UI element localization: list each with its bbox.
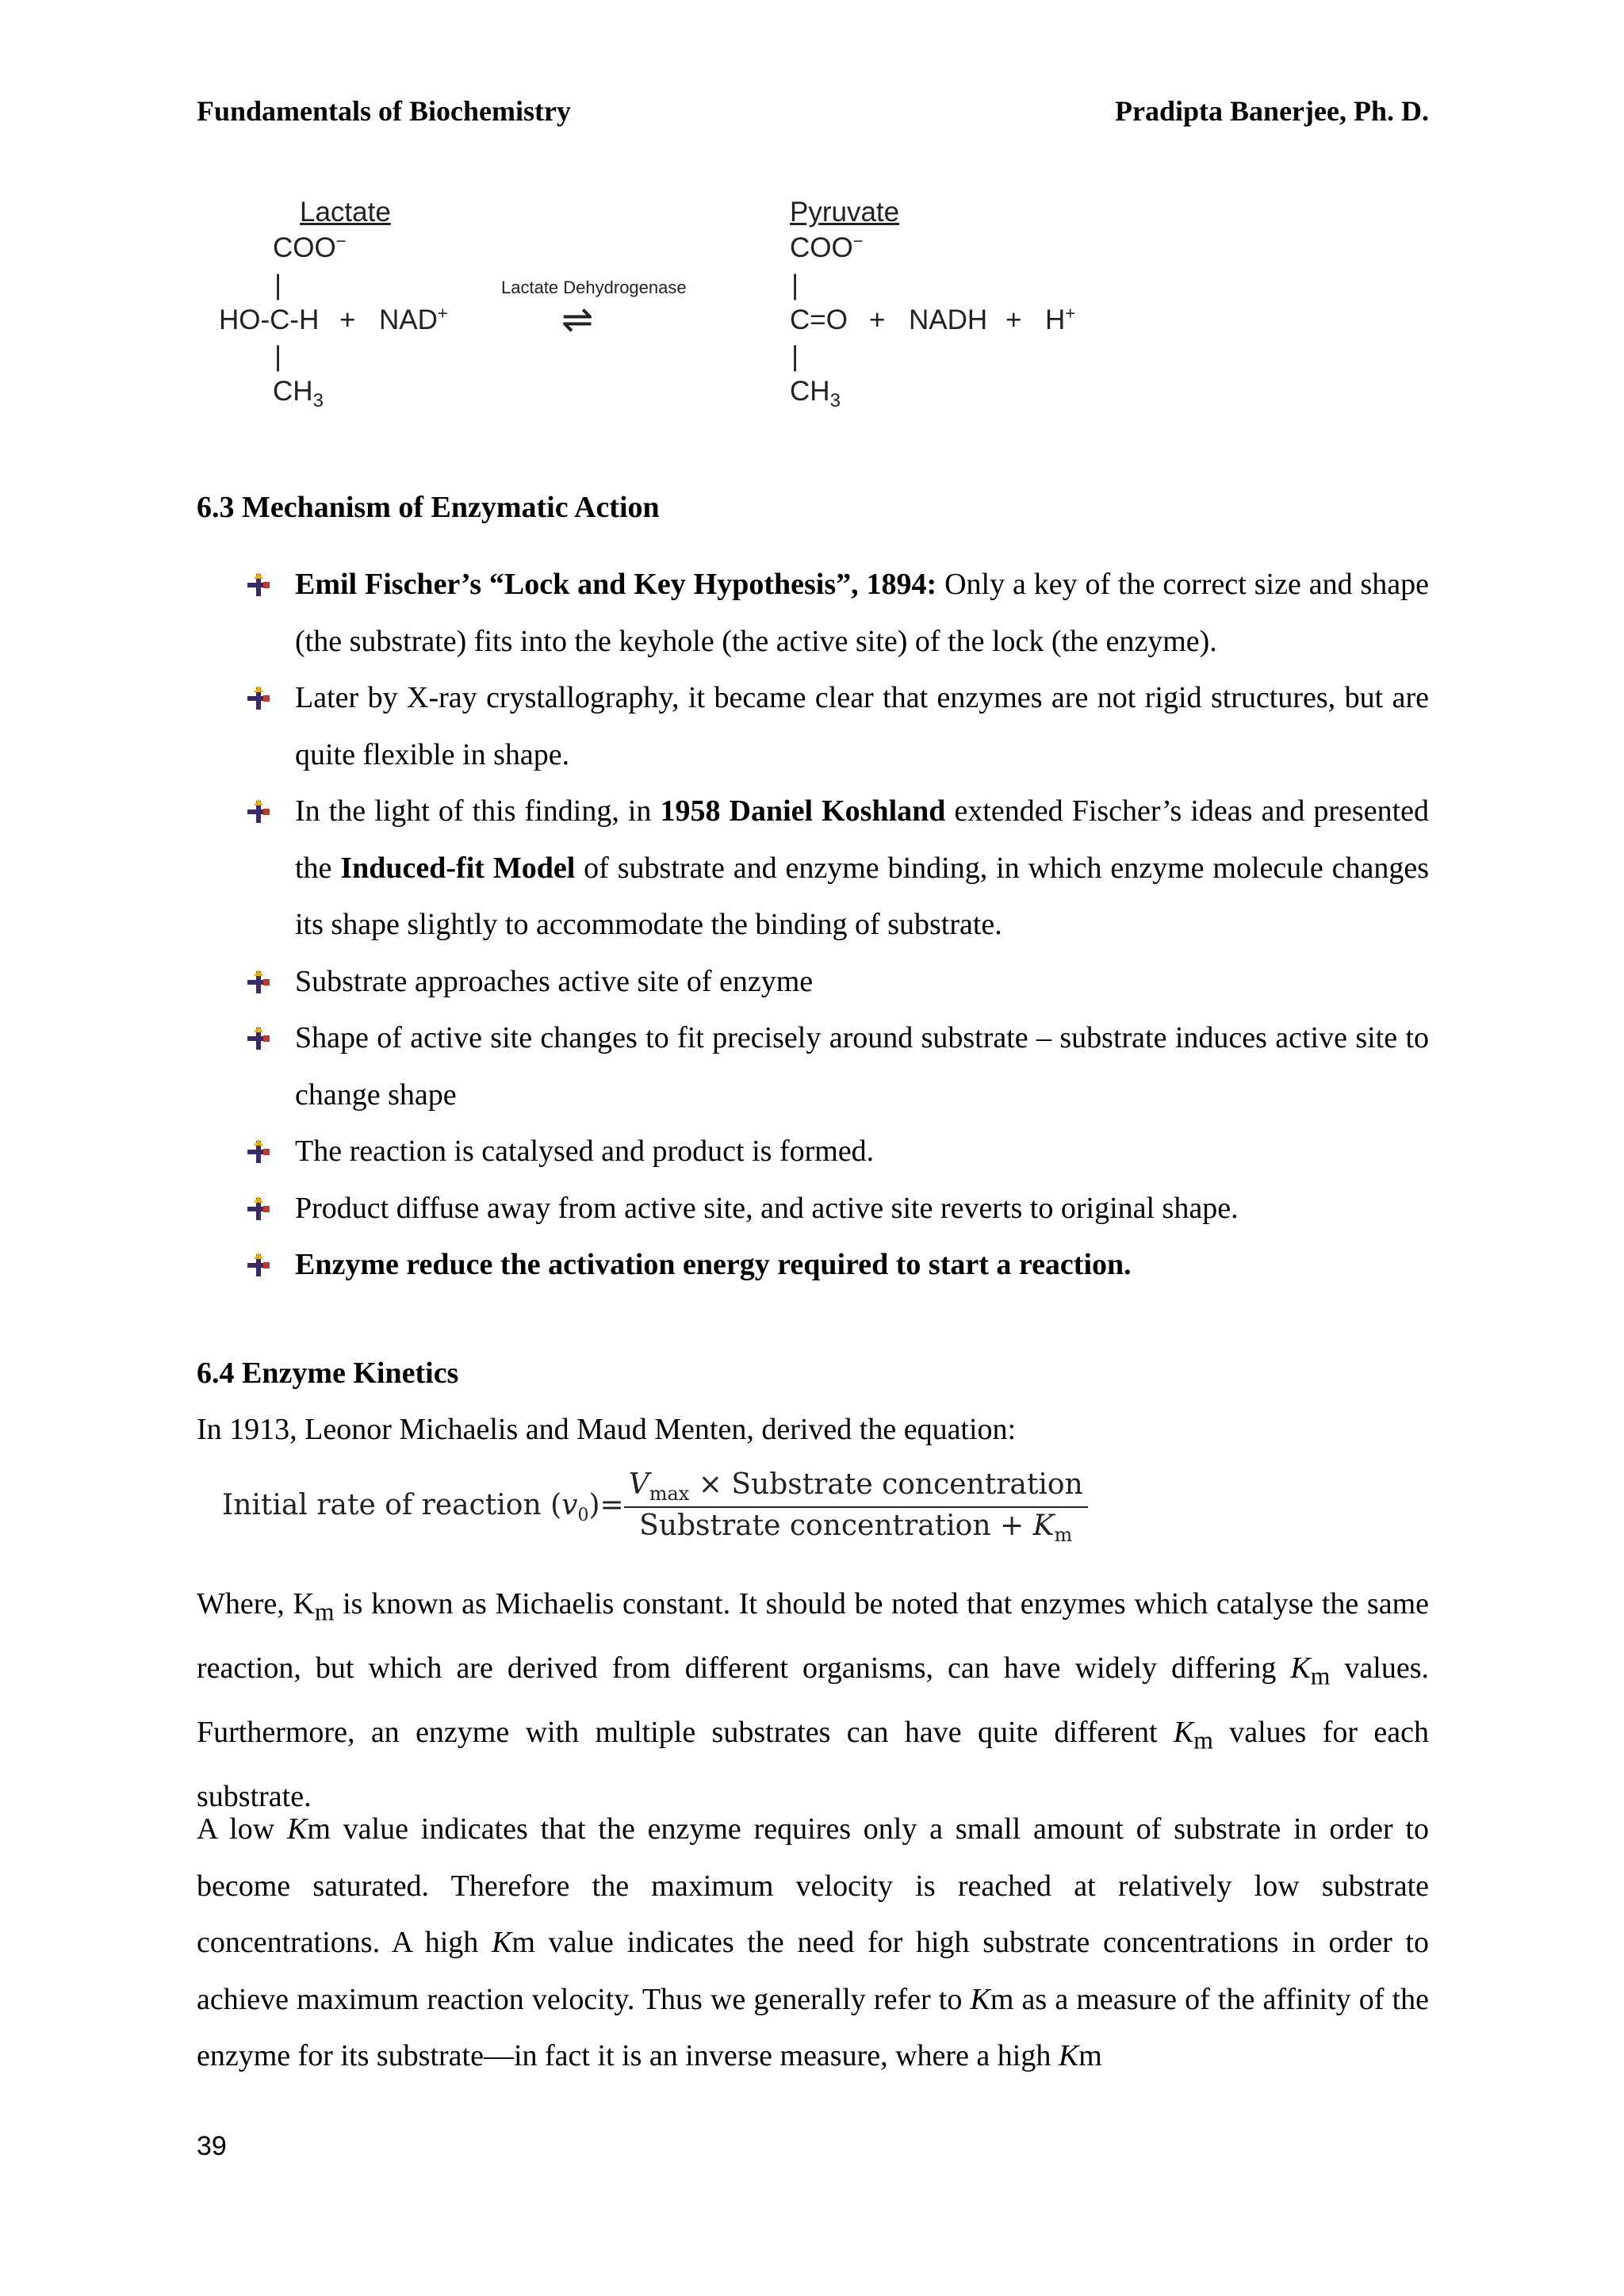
section-heading-6-3: 6.3 Mechanism of Enzymatic Action <box>197 491 660 524</box>
list-item: Later by X-ray crystallography, it became clear that enzymes are not rigid structures, but are quite flexible in shape. <box>244 670 1429 783</box>
lactate-hoch: HO-C-H <box>219 304 320 335</box>
list-item: Emil Fischer’s “Lock and Key Hypothesis”, 1894: Only a key of the correct size and shape (the substrate) fits into the keyhole (the active site) of the lock (the enzyme). <box>244 557 1429 670</box>
lactate-coo: COO− <box>273 231 347 263</box>
list-item: Shape of active site changes to fit precisely around substrate – substrate induces active site to change shape <box>244 1010 1429 1123</box>
kinetics-intro: In 1913, Leonor Michaelis and Maud Menten, derived the equation: <box>197 1413 1017 1446</box>
pyruvate-coo: COO− <box>790 231 864 263</box>
list-item: In the light of this finding, in 1958 Daniel Koshland extended Fischer’s ideas and presented the Induced-fit Model of substrate and enzyme binding, in which enzyme molecule changes its shape slightly to accommodate the binding of substrate. <box>244 783 1429 954</box>
plus-arrow-bullet-icon <box>244 1251 273 1280</box>
km-paragraph-1: Where, $K_m$ is known as Michaelis constant. It should be noted that enzymes which catalyse the same reaction, but which are derived from different organisms, can have widely differing $K_m$ values. Furthermore, an enzyme with multiple substrates can have quite different $K_m$ values for each substrate. <box>197 1587 1430 1814</box>
list-item: The reaction is catalysed and product is formed. <box>244 1123 1429 1181</box>
hydrogen-ion: H+ <box>1045 303 1076 335</box>
michaelis-menten-equation: Initial rate of reaction $(v_0)=$ $\frac{V_{max} \times Substrate concentration}{Substrate concentration + K_m}$ <box>222 1468 1088 1546</box>
lactate-ch3: $CH_3$ <box>273 376 324 411</box>
enzyme-label: Lactate Dehydrogenase <box>501 277 687 297</box>
plus-arrow-bullet-icon <box>244 798 273 826</box>
section-heading-6-4: 6.4 Enzyme Kinetics <box>197 1357 459 1390</box>
running-header-title: Fundamentals of Biochemistry <box>197 95 571 127</box>
mechanism-bullet-list <box>244 557 1429 1294</box>
pyruvate-co: C=O <box>790 304 848 335</box>
plus-sign: + <box>339 304 356 335</box>
nad: NAD+ <box>379 303 448 335</box>
running-header-author: Pradipta Banerjee, Ph. D. <box>1115 95 1429 127</box>
plus-sign: + <box>869 304 886 335</box>
nadh: NADH <box>909 304 988 335</box>
page-number: 39 <box>197 2131 227 2161</box>
plus-arrow-bullet-icon <box>244 571 273 599</box>
plus-arrow-bullet-icon <box>244 1024 273 1053</box>
plus-arrow-bullet-icon <box>244 1195 273 1223</box>
pyruvate-bond-bottom: | <box>791 341 799 372</box>
equilibrium-arrow-icon: ⇌ <box>561 299 594 341</box>
list-item: Substrate approaches active site of enzyme <box>244 954 1429 1011</box>
lactate-bond-bottom: | <box>274 341 282 372</box>
lactate-bond-top: | <box>274 270 282 300</box>
lactate-title: Lactate <box>300 197 391 228</box>
km-paragraph-2: A low Km value indicates that the enzyme requires only a small amount of substrate in order to become saturated. Therefore the maximum velocity is reached at relatively low substrate concentrations. A high Km value indicates the need for high substrate concentrations in order to achieve maximum reaction velocity. Thus we generally refer to Km as a measure of the affinity of the enzyme for its substrate—in fact it is an inverse measure, where a high Km <box>197 1812 1429 2072</box>
plus-sign: + <box>1005 304 1022 335</box>
list-item: Enzyme reduce the activation energy required to start a reaction. <box>244 1237 1429 1294</box>
pyruvate-bond-top: | <box>791 270 799 300</box>
pyruvate-title: Pyruvate <box>790 197 900 228</box>
plus-arrow-bullet-icon <box>244 968 273 997</box>
pyruvate-ch3: $CH_3$ <box>790 376 841 411</box>
plus-arrow-bullet-icon <box>244 1138 273 1166</box>
list-item: Product diffuse away from active site, and active site reverts to original shape. <box>244 1181 1429 1238</box>
plus-arrow-bullet-icon <box>244 684 273 713</box>
